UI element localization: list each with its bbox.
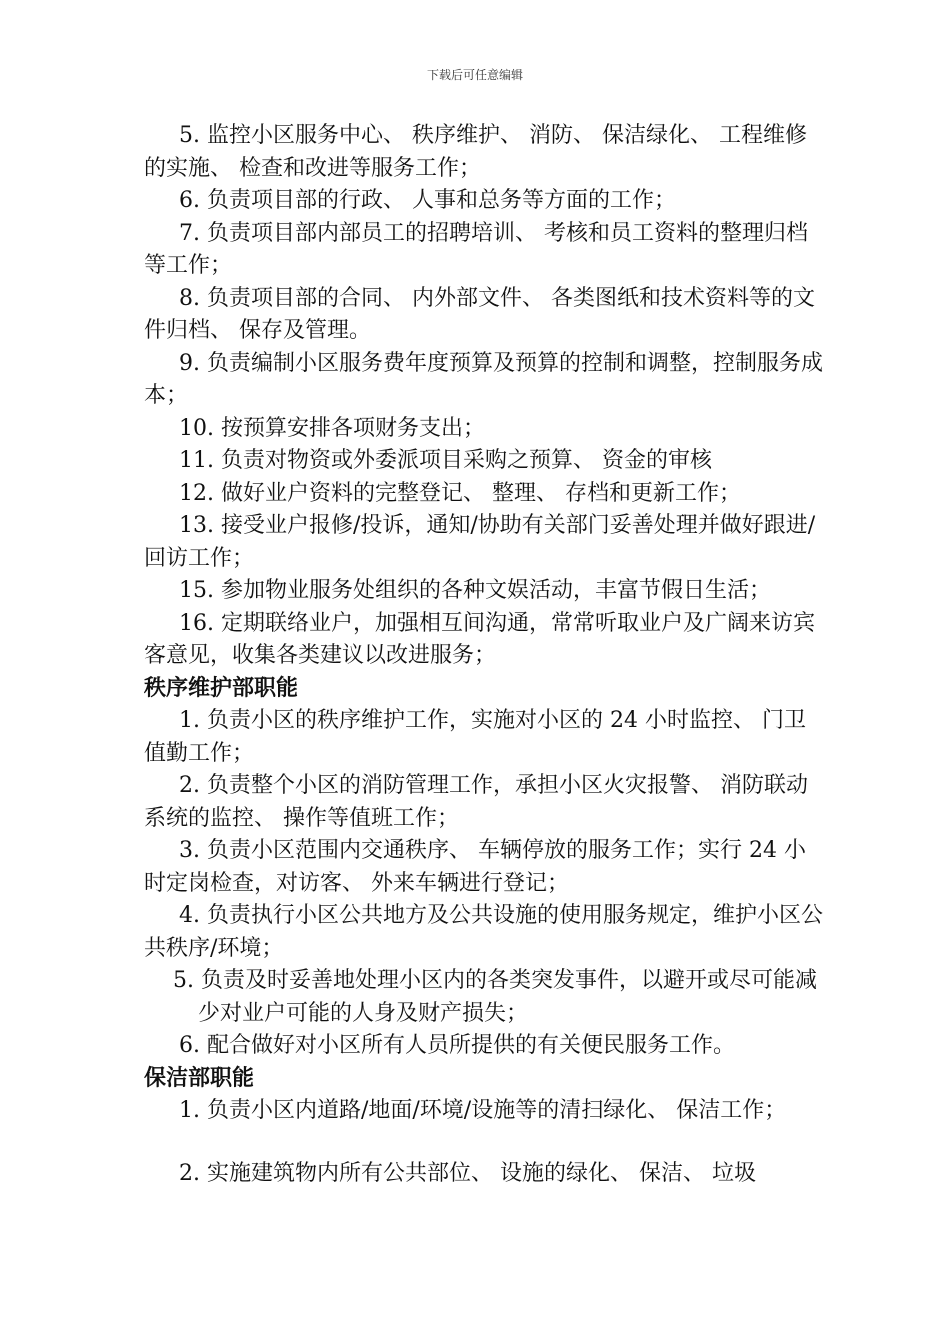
list-item: 13. 接受业户报修/投诉，通知/协助有关部门妥善处理并做好跟进/回访工作； xyxy=(144,513,816,571)
list-item: 3. 负责小区范围内交通秩序、 车辆停放的服务工作；实行 24 小时定岗检查，对访客、 外来车辆进行登记； xyxy=(144,838,806,896)
list-item: 9. 负责编制小区服务费年度预算及预算的控制和调整，控制服务成本； xyxy=(144,350,823,408)
list-item: 2. 实施建筑物内所有公共部位、 设施的绿化、 保洁、 垃圾 xyxy=(179,1160,756,1186)
list-item: 6. 负责项目部的行政、 人事和总务等方面的工作； xyxy=(179,188,676,213)
spacer xyxy=(144,1128,824,1158)
list-item: 15. 参加物业服务处组织的各种文娱活动，丰富节假日生活； xyxy=(179,578,771,603)
section-heading-cleaning: 保洁部职能 xyxy=(144,1065,255,1091)
list-item: 1. 负责小区内道路/地面/环境/设施等的清扫绿化、 保洁工作； xyxy=(179,1098,787,1123)
list-item: 8. 负责项目部的合同、 内外部文件、 各类图纸和技术资料等的文件归档、 保存及管理。 xyxy=(144,285,815,343)
document-body xyxy=(144,120,824,1190)
list-item: 4. 负责执行小区公共地方及公共设施的使用服务规定，维护小区公共秩序/环境； xyxy=(144,903,823,961)
list-item: 2. 负责整个小区的消防管理工作，承担小区火灾报警、 消防联动系统的监控、 操作等值班工作； xyxy=(144,773,808,831)
list-item: 16. 定期联络业户，加强相互间沟通，常常听取业户及广阔来访宾客意见，收集各类建议以改进服务； xyxy=(144,610,815,668)
section-heading-order: 秩序维护部职能 xyxy=(144,675,299,701)
list-item: 11. 负责对物资或外委派项目采购之预算、 资金的审核 xyxy=(179,448,712,473)
page-header: 下载后可任意编辑 xyxy=(426,68,523,82)
list-item: 5. 负责及时妥善地处理小区内的各类突发事件，以避开或尽可能减少对业户可能的人身及财产损失； xyxy=(173,968,817,1026)
list-item: 1. 负责小区的秩序维护工作，实施对小区的 24 小时监控、 门卫值勤工作； xyxy=(144,708,806,766)
list-item: 10. 按预算安排各项财务支出； xyxy=(179,415,485,441)
list-item: 5. 监控小区服务中心、 秩序维护、 消防、 保洁绿化、 工程维修的实施、 检查和改进等服务工作； xyxy=(144,123,807,181)
list-item: 6. 配合做好对小区所有人员所提供的有关便民服务工作。 xyxy=(179,1033,735,1058)
list-item: 7. 负责项目部内部员工的招聘培训、 考核和员工资料的整理归档等工作； xyxy=(144,220,808,278)
list-item: 12. 做好业户资料的完整登记、 整理、 存档和更新工作； xyxy=(179,480,741,506)
